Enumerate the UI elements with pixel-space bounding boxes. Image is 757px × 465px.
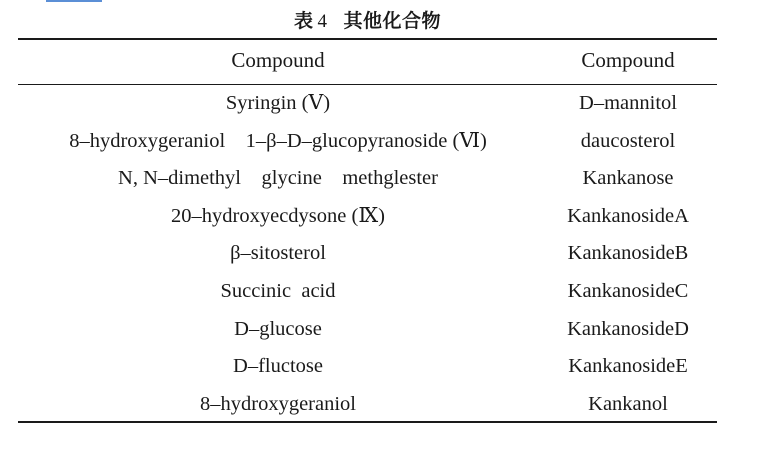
table-bottom-rule — [18, 421, 717, 423]
compound-cell-right: Kankanose — [582, 167, 674, 190]
table-top-rule — [18, 38, 717, 40]
compound-cell-left: 8–hydroxygeraniol — [200, 392, 356, 415]
caption-title: 其他化合物 — [343, 10, 442, 32]
compound-cell-right: KankanosideC — [567, 279, 689, 302]
corner-mark — [46, 0, 102, 2]
table-row — [18, 314, 717, 352]
table-caption — [0, 6, 735, 33]
table-row — [18, 238, 717, 276]
table-header-rule — [18, 84, 717, 85]
compound-cell-right: KankanosideB — [567, 242, 689, 265]
compound-cell-left: D–glucose — [234, 317, 322, 340]
table-row — [18, 276, 717, 314]
column-header-compound-2: Compound — [581, 48, 675, 72]
compound-cell-right: KankanosideA — [567, 204, 689, 227]
compound-cell-right: KankanosideD — [567, 317, 689, 340]
compound-cell-left: Succinic acid — [220, 279, 336, 302]
compound-cell-right: D–mannitol — [579, 92, 677, 114]
compound-cell-right: Kankanol — [588, 392, 668, 415]
table-row — [18, 88, 717, 126]
compound-cell-left: 8–hydroxygeraniol 1–β–D–glucopyranoside (Ⅵ) — [69, 129, 487, 152]
column-header-compound-1: Compound — [231, 48, 325, 72]
compound-cell-right: KankanosideE — [568, 355, 688, 378]
table-row — [18, 163, 717, 201]
table-row — [18, 201, 717, 239]
table-body — [18, 88, 717, 426]
compound-cell-left: 20–hydroxyecdysone (Ⅸ) — [171, 204, 385, 227]
compound-cell-left: β–sitosterol — [230, 242, 326, 265]
compound-cell-right: daucosterol — [580, 129, 676, 152]
table-row — [18, 351, 717, 389]
compound-cell-left: Syringin (Ⅴ) — [225, 92, 331, 114]
table-header-row — [18, 48, 717, 78]
caption-label: 表 — [293, 10, 314, 32]
table-row — [18, 126, 717, 164]
compound-cell-left: D–fluctose — [233, 355, 323, 378]
caption-number: 4 — [317, 11, 328, 32]
compound-cell-left: N, N–dimethyl glycine methglester — [118, 167, 438, 190]
